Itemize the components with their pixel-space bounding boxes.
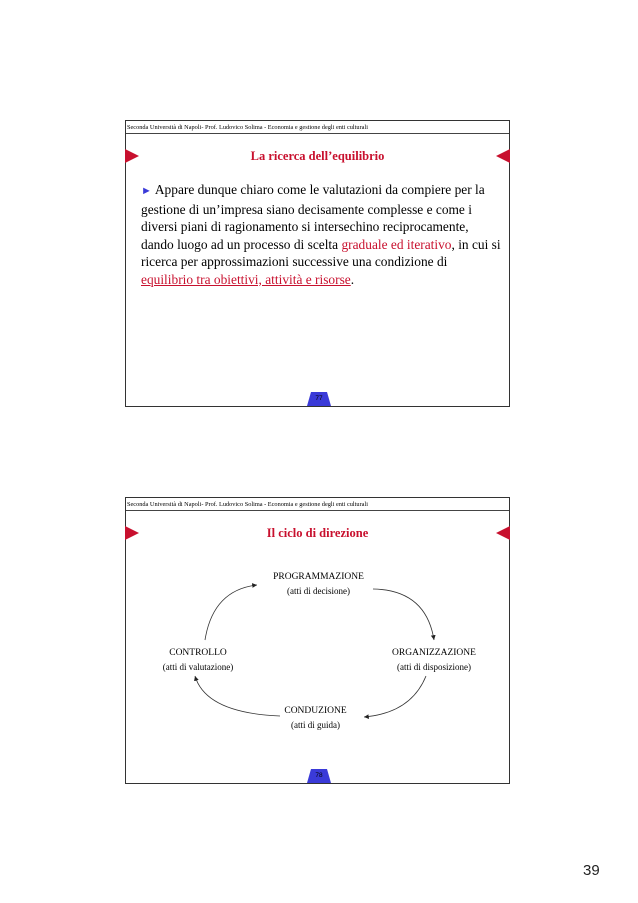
node-sublabel: (atti di disposizione)	[397, 662, 471, 672]
node-conduzione	[238, 704, 393, 732]
body-text-part2: , in cui si ricerca per approssimazioni successive una condizione di	[141, 236, 501, 269]
slide-header: Seconda Università di Napoli- Prof. Ludovico Solima - Economia e gestione degli enti culturali	[127, 501, 368, 508]
slide-header: Seconda Università di Napoli- Prof. Ludovico Solima - Economia e gestione degli enti culturali	[127, 124, 368, 131]
body-text-part1: Appare dunque chiaro come le valutazioni da compiere per la gestione di un’impresa siano decisamente complesse e come i diversi piani di ragionamento si intersechino reciprocamente, dando luogo ad un processo di scelta	[141, 182, 485, 252]
node-label: PROGRAMMAZIONE	[273, 572, 364, 582]
highlight-equilibrio: equilibrio tra obiettivi, attività e risorse	[141, 271, 351, 287]
slide-number: 78	[315, 772, 323, 779]
slide-ciclo-direzione	[125, 497, 510, 784]
node-label: CONTROLLO	[169, 648, 227, 658]
body-text-part3: .	[350, 271, 355, 287]
node-programmazione	[241, 570, 396, 598]
bullet-icon: ►	[141, 185, 152, 197]
slide-body-text	[141, 181, 501, 288]
slide-number: 77	[315, 395, 323, 402]
highlight-graduale: graduale ed iterativo	[341, 236, 452, 252]
node-controllo	[138, 646, 258, 674]
node-label: CONDUZIONE	[284, 706, 347, 716]
header-divider	[126, 133, 509, 134]
slide-number-badge	[307, 392, 331, 406]
slide-title: La ricerca dell’equilibrio	[250, 149, 385, 163]
node-sublabel: (atti di valutazione)	[162, 662, 234, 672]
slide-equilibrio	[125, 120, 510, 407]
node-sublabel: (atti di decisione)	[287, 586, 350, 596]
page-number: 39	[583, 862, 600, 879]
node-organizzazione	[369, 646, 499, 674]
slide-number-badge	[307, 769, 331, 783]
node-sublabel: (atti di guida)	[291, 720, 340, 730]
node-label: ORGANIZZAZIONE	[392, 648, 476, 658]
cycle-arrows	[126, 498, 511, 785]
slide-title: Il ciclo di direzione	[266, 526, 369, 540]
